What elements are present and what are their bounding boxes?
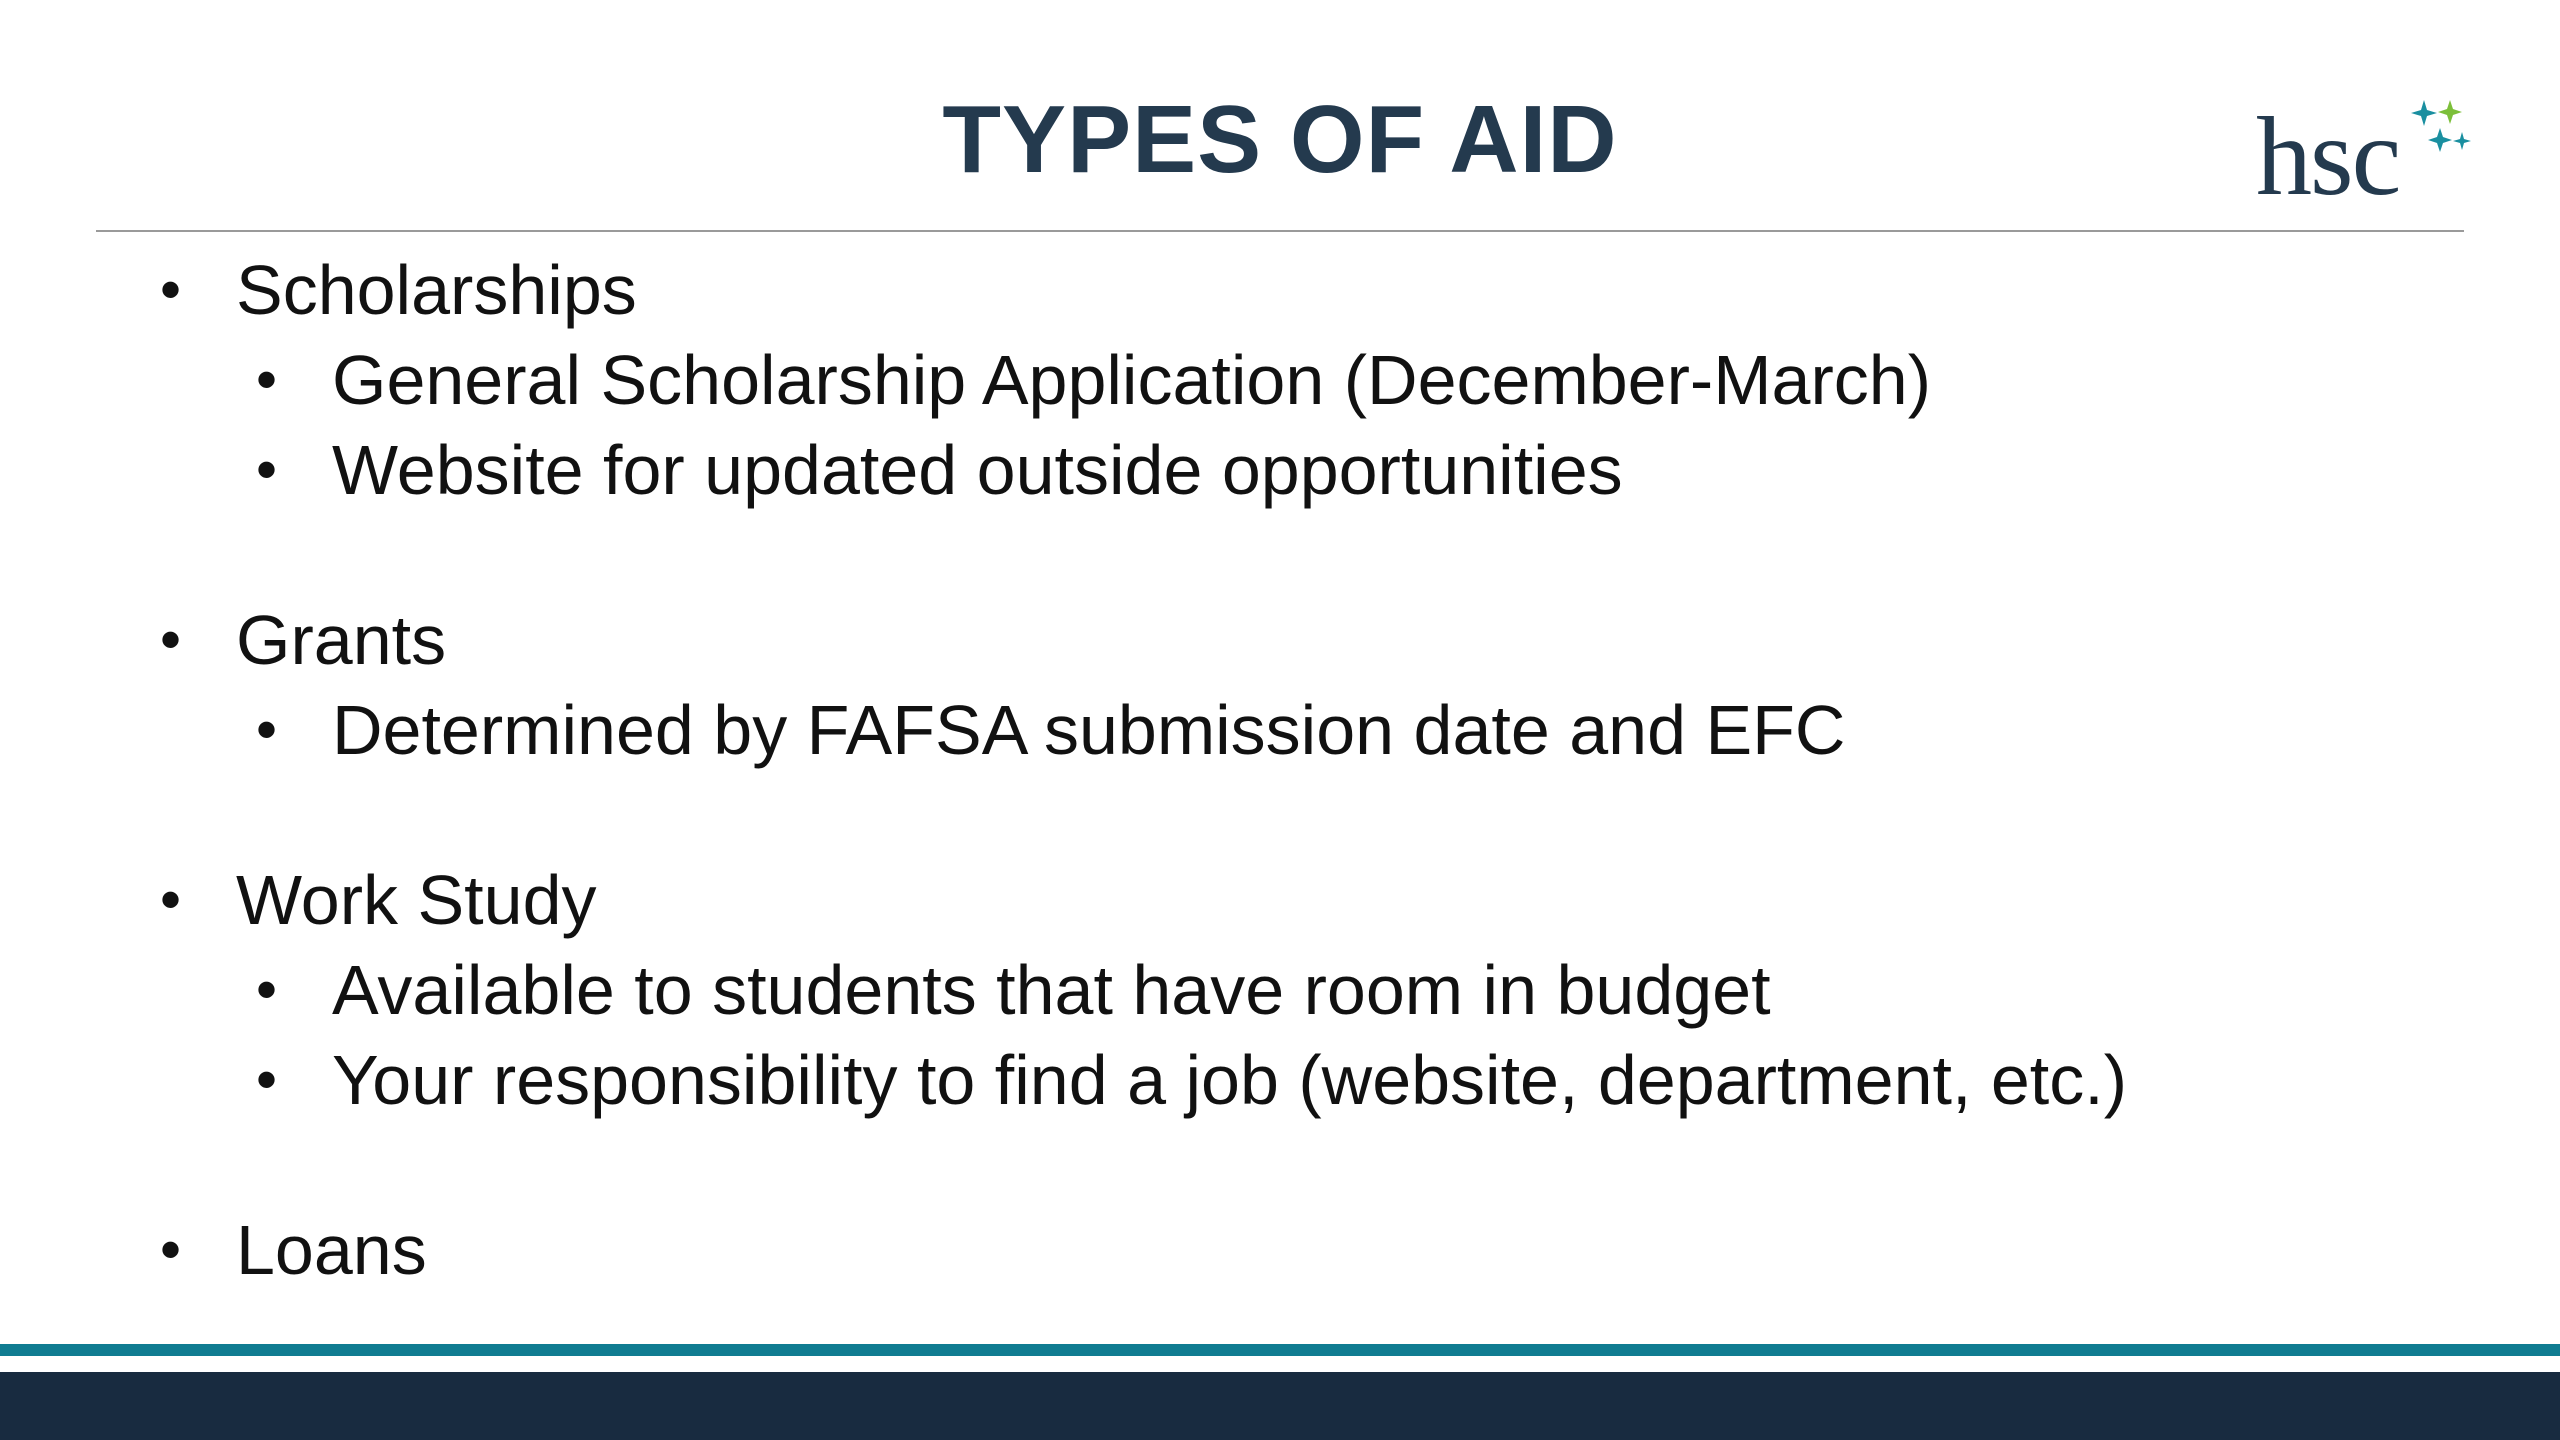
- bullet-scholarships: Scholarships: [236, 251, 637, 329]
- sub-bullet-marker: •: [256, 956, 278, 1023]
- bullet-marker: •: [160, 606, 182, 673]
- bullet-marker: •: [160, 866, 182, 933]
- sub-bullet-available-budget: Available to students that have room in budget: [332, 951, 1771, 1029]
- bullet-work-study: Work Study: [236, 861, 597, 939]
- sub-bullet-general-scholarship: General Scholarship Application (December-March): [332, 341, 1932, 419]
- bullet-loans: Loans: [236, 1211, 427, 1289]
- slide-title: TYPES OF AID: [942, 86, 1618, 193]
- bullet-marker: •: [160, 256, 182, 323]
- logo-wordmark: hsc: [2256, 95, 2400, 219]
- sub-bullet-marker: •: [256, 696, 278, 763]
- bullet-marker: •: [160, 1216, 182, 1283]
- sub-bullet-marker: •: [256, 436, 278, 503]
- bullet-grants: Grants: [236, 601, 447, 679]
- footer-band-teal: [0, 1344, 2560, 1356]
- sub-bullet-marker: •: [256, 346, 278, 413]
- sub-bullet-find-job: Your responsibility to find a job (website, department, etc.): [332, 1041, 2128, 1119]
- sub-bullet-fafsa: Determined by FAFSA submission date and EFC: [332, 691, 1846, 769]
- sub-bullet-marker: •: [256, 1046, 278, 1113]
- sub-bullet-website-opportunities: Website for updated outside opportunities: [332, 431, 1623, 509]
- footer-band-navy: [0, 1372, 2560, 1440]
